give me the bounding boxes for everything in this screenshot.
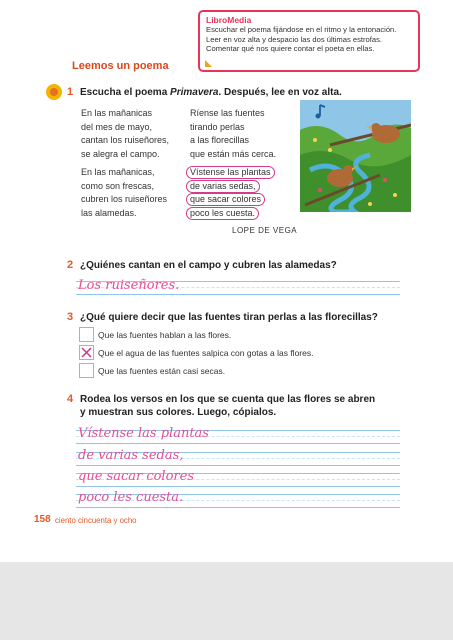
question-4-text-line1: Rodea los versos en los que se cuenta que las flores se abren bbox=[80, 394, 376, 405]
libromedia-line: Escuchar el poema fijándose en el ritmo y la entonación. bbox=[206, 25, 397, 34]
corner-arrow-icon bbox=[205, 60, 212, 67]
poem-verse: del mes de mayo, bbox=[81, 121, 153, 132]
circled-verse: Vístense las plantas bbox=[186, 166, 275, 179]
option-checkbox[interactable] bbox=[79, 363, 94, 378]
option-label: Que las fuentes están casi secas. bbox=[98, 366, 226, 376]
handwritten-answer[interactable]: Vístense las plantas bbox=[78, 426, 209, 441]
poem-verse: como son frescas, bbox=[81, 180, 155, 191]
audio-icon[interactable] bbox=[46, 84, 62, 100]
libromedia-line: Comentar qué nos quiere contar el poeta en ellas. bbox=[206, 44, 375, 54]
libromedia-title: LibroMedia bbox=[206, 15, 252, 25]
libromedia-line: Leer en voz alta y despacio las dos últimas estrofas. bbox=[206, 34, 383, 44]
question-number: 4 bbox=[67, 393, 74, 405]
poem-stanza-4 bbox=[190, 166, 275, 220]
poem-stanza-3 bbox=[81, 166, 167, 220]
poem-verse: las alamedas. bbox=[81, 207, 137, 218]
poem-stanza-1 bbox=[81, 107, 169, 161]
handwritten-answer[interactable]: de varias sedas, bbox=[78, 448, 184, 463]
page-number-words: ciento cincuenta y ocho bbox=[55, 516, 137, 525]
option-label: Que las fuentes hablan a las flores. bbox=[98, 330, 232, 340]
handwritten-answer[interactable]: poco les cuesta. bbox=[78, 490, 184, 505]
poem-stanza-2 bbox=[190, 107, 276, 161]
poem-verse: Ríense las fuentes bbox=[190, 108, 265, 118]
circled-verse: de varias sedas, bbox=[186, 180, 260, 193]
circled-verse: que sacar colores bbox=[186, 193, 265, 206]
option-label: Que el agua de las fuentes salpica con gotas a las flores. bbox=[98, 348, 314, 358]
poem-verse: cubren los ruiseñores bbox=[81, 194, 168, 204]
poem-verse: tirando perlas bbox=[190, 121, 245, 132]
poem-verse: que están más cerca. bbox=[190, 148, 277, 159]
question-number: 2 bbox=[67, 259, 74, 271]
nightingales-illustration bbox=[300, 100, 411, 212]
poem-verse: En las mañanicas bbox=[81, 108, 153, 118]
option-checkbox[interactable] bbox=[79, 327, 94, 342]
question-number: 1 bbox=[67, 86, 74, 98]
question-4-text-line2: y muestran sus colores. Luego, cópialos. bbox=[80, 407, 277, 418]
option-checkbox-checked[interactable] bbox=[79, 345, 94, 360]
question-3-text: ¿Qué quiere decir que las fuentes tiran perlas a las florecillas? bbox=[80, 312, 378, 323]
section-title: Leemos un poema bbox=[72, 60, 169, 72]
page-number: 158 bbox=[34, 514, 51, 525]
poem-verse: a las florecillas bbox=[190, 135, 250, 145]
x-mark-icon bbox=[80, 346, 93, 359]
libromedia-box bbox=[198, 10, 420, 72]
poem-verse: se alegra el campo. bbox=[81, 148, 160, 159]
question-1-text: Escucha el poema Primavera. Después, lee en voz alta. bbox=[80, 87, 342, 98]
circled-verse: poco les cuesta. bbox=[186, 207, 259, 220]
handwritten-answer[interactable]: Los ruiseñores. bbox=[78, 278, 180, 293]
question-2-text: ¿Quiénes cantan en el campo y cubren las alamedas? bbox=[80, 260, 337, 271]
poem-verse: cantan los ruiseñores, bbox=[81, 135, 170, 145]
poem-verse: En las mañanicas, bbox=[81, 167, 155, 177]
question-number: 3 bbox=[67, 311, 74, 323]
page-background-margin bbox=[0, 562, 453, 640]
handwritten-answer[interactable]: que sacar colores bbox=[78, 469, 194, 484]
poem-author: LOPE DE VEGA bbox=[232, 226, 298, 235]
